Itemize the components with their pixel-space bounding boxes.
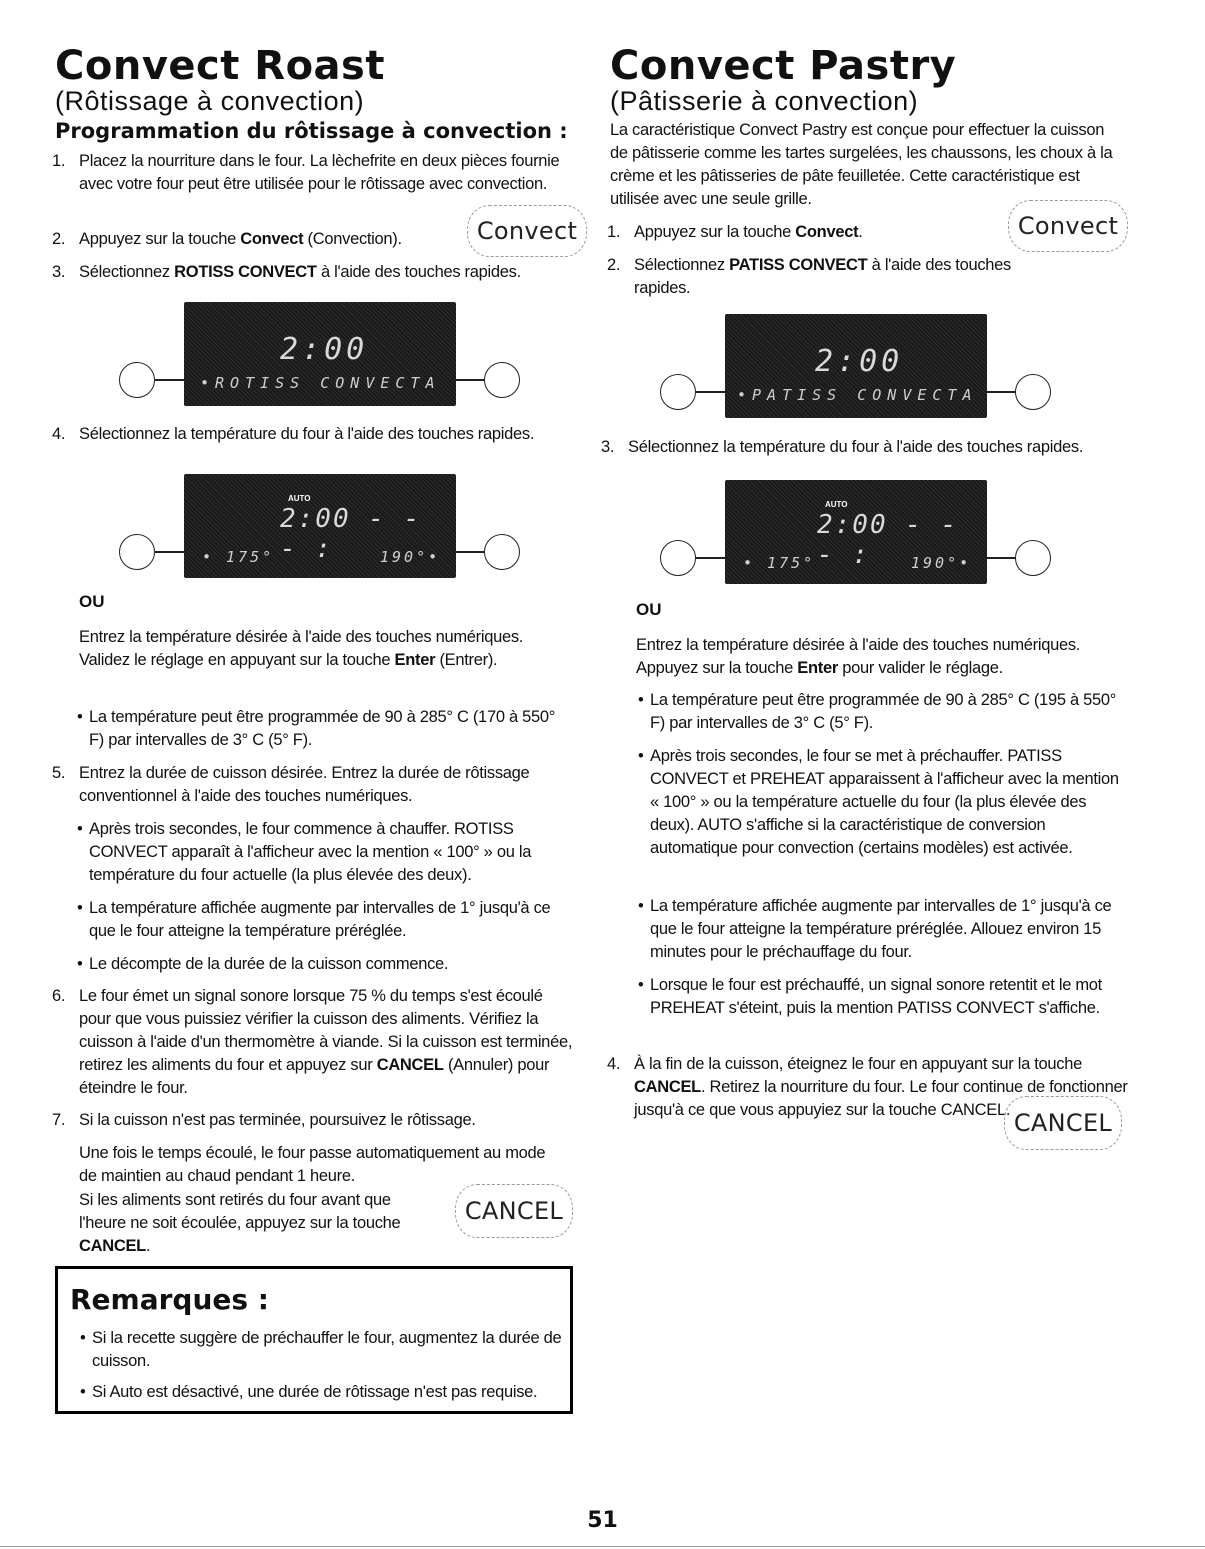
- display-screen: [184, 474, 456, 578]
- bullet-temperature-range: • La température peut être programmée de 90 à 285° C (195 à 550° F) par intervalles de 3° C (5° F).: [616, 689, 1130, 735]
- step-2: 2. Appuyez sur la touche Convect (Convection).: [52, 230, 402, 248]
- left-knob-icon[interactable]: [119, 534, 155, 570]
- remark-item: • Si la recette suggère de préchauffer le four, augmentez la durée de cuisson.: [58, 1327, 572, 1373]
- display-screen: [725, 314, 987, 418]
- step-7: 7. Si la cuisson n'est pas terminée, poursuivez le rôtissage.: [52, 1111, 476, 1129]
- hold-mode-text: Une fois le temps écoulé, le four passe automatiquement au mode de maintien au chaud pendant 1 heure.: [79, 1144, 546, 1185]
- bullet-temp-increase: • La température affichée augmente par intervalles de 1° jusqu'à ce que le four atteigne la température préréglée.: [55, 897, 559, 943]
- bullet-preheat: • Après trois secondes, le four se met à préchauffer. PATISS CONVECT et PREHEAT apparaissent à l'afficheur avec la mention « 100° » ou la température actuelle du four (la plus élevée des deux). AUTO s'affiche si la caractéristique de conversion automatique pour convection (certains modèles) est activée.: [616, 745, 1130, 860]
- display-time: 2:00: [280, 332, 369, 367]
- bullet-countdown: • Le décompte de la durée de la cuisson commence.: [55, 953, 571, 976]
- step-1: 1. Appuyez sur la touche Convect.: [607, 223, 863, 241]
- bullet-temperature-range: • La température peut être programmée de 90 à 285° C (170 à 550° F) par intervalles de 3° C (5° F).: [55, 706, 559, 752]
- convect-key[interactable]: Convect: [1008, 200, 1128, 252]
- step-2: 2. Sélectionnez PATISS CONVECT à l'aide des touches rapides.: [607, 256, 1011, 297]
- display-temp-left: • 175°: [743, 554, 816, 572]
- step-5: 5. Entrez la durée de cuisson désirée. Entrez la durée de rôtissage conventionnel à l'aide des touches numériques.: [52, 764, 530, 805]
- bullet-preheat: • Après trois secondes, le four commence à chauffer. ROTISS CONVECT apparaît à l'afficheur avec la mention « 100° » ou la température du four actuelle (la plus élevée des deux).: [55, 818, 571, 887]
- remarks-box: [55, 1266, 573, 1414]
- display-time: 2:00: [815, 344, 904, 379]
- section-subtitle: (Pâtisserie à convection): [610, 86, 919, 116]
- intro-text: La caractéristique Convect Pastry est conçue pour effectuer la cuisson de pâtisserie comme les tartes surgelées, les chaussons, les choux à la crème et les pâtisseries de pâte feuilletée. Cette caractéristique est utilisée avec une seule grille.: [610, 121, 1113, 208]
- display-temp-right: 190°•: [911, 554, 972, 572]
- or-label: OU: [79, 592, 105, 611]
- right-knob-icon[interactable]: [484, 534, 520, 570]
- step-1: 1. Placez la nourriture dans le four. La lèchefrite en deux pièces fournie avec votre four peut être utilisée pour le rôtissage avec convection.: [52, 152, 560, 193]
- bullet-preheated: • Lorsque le four est préchauffé, un signal sonore retentit et le mot PREHEAT s'éteint, puis la mention PATISS CONVECT s'affiche.: [616, 974, 1112, 1020]
- oven-display-patiss: [652, 310, 1067, 424]
- section-subtitle: (Rôtissage à convection): [55, 86, 365, 116]
- oven-display-rotiss: [111, 298, 526, 412]
- section-title: Convect Roast: [55, 43, 385, 89]
- auto-indicator: AUTO: [288, 494, 311, 503]
- step-3: 3. Sélectionnez ROTISS CONVECT à l'aide des touches rapides.: [52, 263, 521, 281]
- left-knob-icon[interactable]: [660, 540, 696, 576]
- auto-indicator: AUTO: [825, 500, 848, 509]
- display-temp-left: • 175°: [202, 548, 275, 566]
- step-4: 4. À la fin de la cuisson, éteignez le four en appuyant sur la touche CANCEL. Retirez la nourriture du four. Le four continue de fonctionner jusqu'à ce que vous appuyiez sur la touche CANCEL.: [607, 1055, 1128, 1119]
- step-4: 4. Sélectionnez la température du four à l'aide des touches rapides.: [52, 425, 535, 443]
- convect-key[interactable]: Convect: [467, 205, 587, 257]
- cancel-key[interactable]: CANCEL: [1004, 1096, 1122, 1150]
- remark-item: • Si Auto est désactivé, une durée de rôtissage n'est pas requise.: [58, 1381, 572, 1404]
- bullet-temp-increase: • La température affichée augmente par intervalles de 1° jusqu'à ce que le four atteigne la température préréglée. Allouez environ 15 minutes pour le préchauffage du four.: [616, 895, 1120, 964]
- display-screen: [725, 480, 987, 584]
- or-label: OU: [636, 600, 662, 619]
- bottom-rule: [0, 1546, 1205, 1547]
- display-temp-right: 190°•: [380, 548, 441, 566]
- display-mode-text: •PATISS CONVECTA: [737, 386, 978, 404]
- cancel-key[interactable]: CANCEL: [455, 1184, 573, 1238]
- remarks-title: Remarques :: [70, 1283, 270, 1316]
- enter-instructions: Entrez la température désirée à l'aide des touches numériques. Appuyez sur la touche Enter pour valider le réglage.: [636, 636, 1081, 677]
- left-knob-icon[interactable]: [660, 374, 696, 410]
- display-screen: [184, 302, 456, 406]
- right-knob-icon[interactable]: [484, 362, 520, 398]
- hold-cancel-text: Si les aliments sont retirés du four avant que l'heure ne soit écoulée, appuyez sur la touche CANCEL.: [79, 1191, 401, 1255]
- subsection-heading: Programmation du rôtissage à convection :: [55, 119, 568, 143]
- left-knob-icon[interactable]: [119, 362, 155, 398]
- enter-instructions: Entrez la température désirée à l'aide des touches numériques. Validez le réglage en appuyant sur la touche Enter (Entrer).: [79, 628, 524, 669]
- step-3: 3. Sélectionnez la température du four à l'aide des touches rapides.: [601, 438, 1084, 456]
- display-time: 2:00 - - - :: [280, 504, 422, 564]
- oven-display-temp: [652, 476, 1067, 590]
- oven-display-temp: [111, 470, 526, 584]
- section-title: Convect Pastry: [610, 43, 957, 89]
- display-mode-text: •ROTISS CONVECTA: [200, 374, 441, 392]
- right-knob-icon[interactable]: [1015, 374, 1051, 410]
- page-number: 51: [587, 1508, 618, 1533]
- right-knob-icon[interactable]: [1015, 540, 1051, 576]
- display-time: 2:00 - - - :: [817, 510, 959, 570]
- step-6: 6. Le four émet un signal sonore lorsque 75 % du temps s'est écoulé pour que vous puissiez vérifier la cuisson des aliments. Vérifiez la cuisson à l'aide d'un thermomètre à viande. Si la cuisson est terminée, retirez les aliments du four et appuyez sur CANCEL (Annuler) pour éteindre le four.: [52, 987, 573, 1097]
